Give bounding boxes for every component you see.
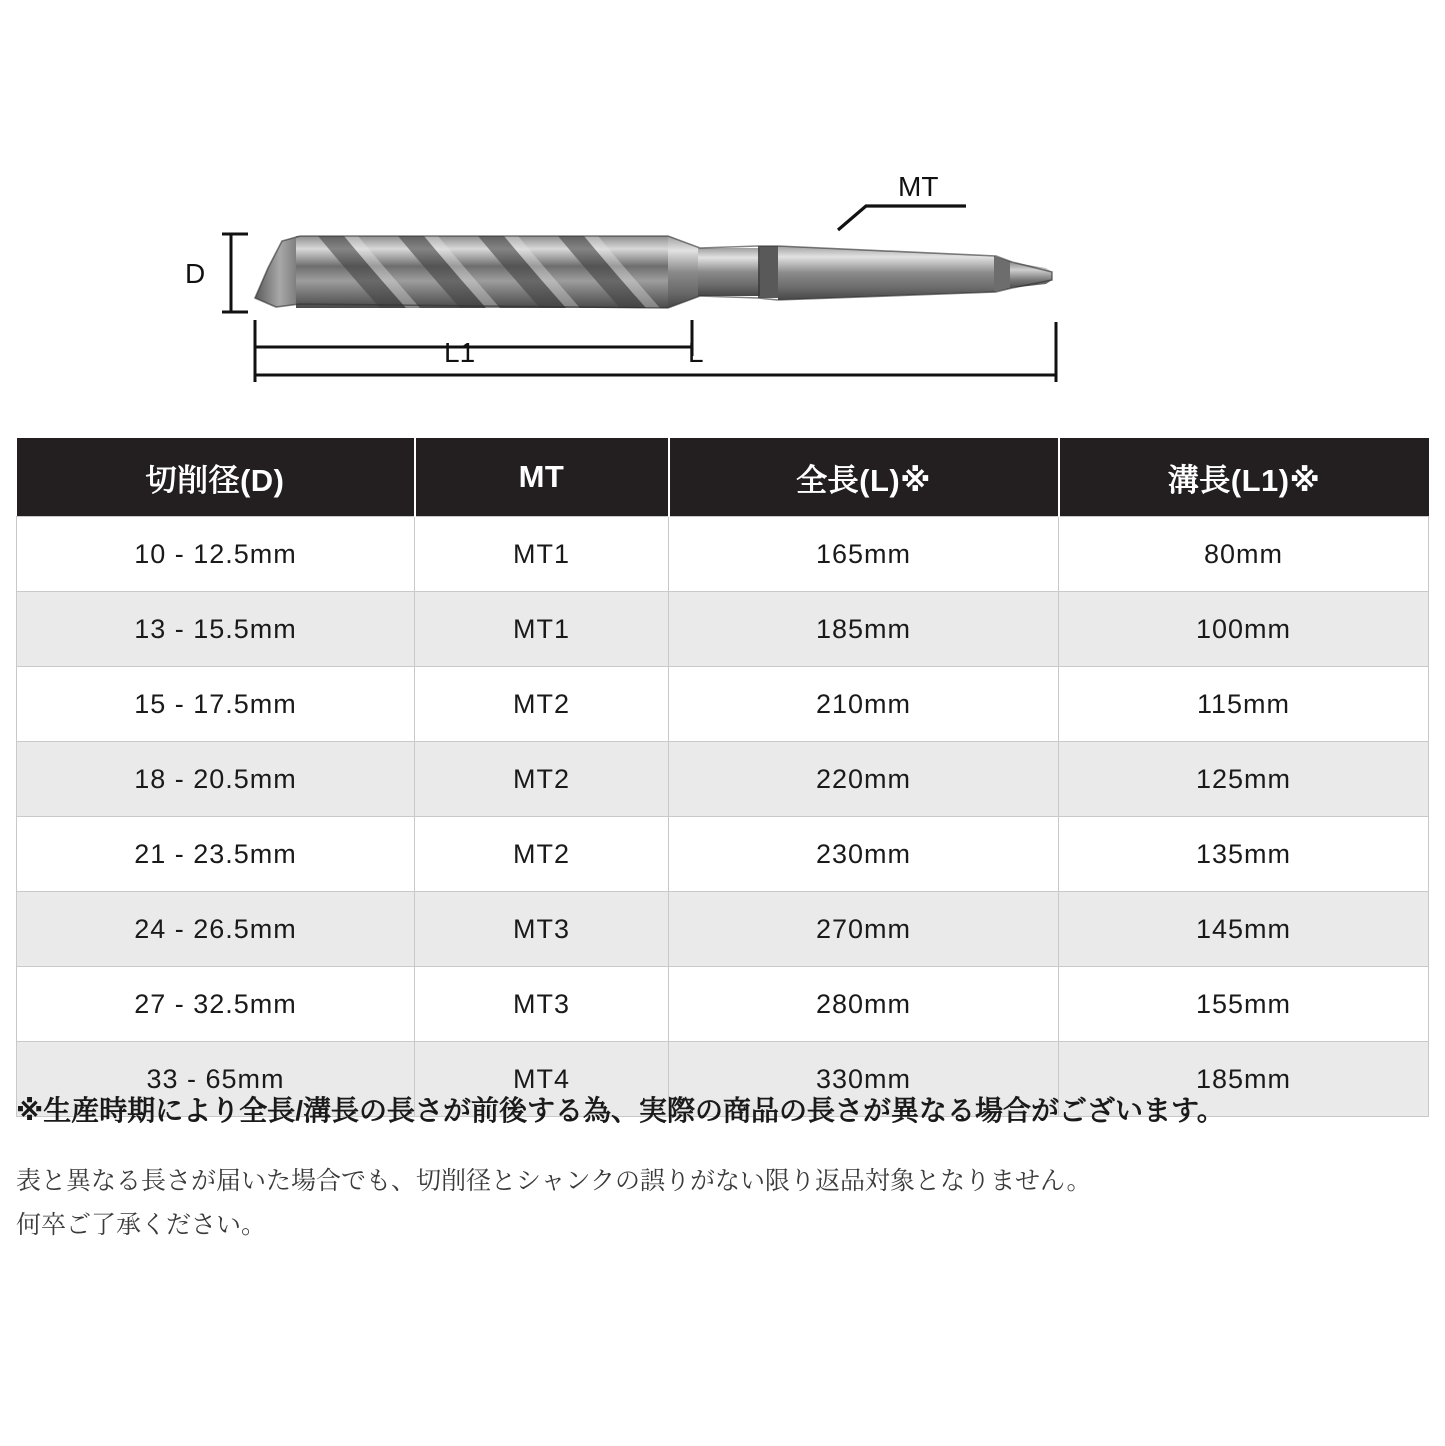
cell-flute-length: 145mm	[1059, 892, 1429, 967]
cell-total-length: 270mm	[669, 892, 1059, 967]
cell-flute-length: 80mm	[1059, 517, 1429, 592]
l1-dimension-label	[255, 320, 692, 368]
cell-mt: MT3	[415, 967, 669, 1042]
cell-mt: MT1	[415, 592, 669, 667]
drill-dimension-diagram	[0, 0, 1445, 420]
cell-flute-length: 185mm	[1059, 1042, 1429, 1117]
cell-diameter: 27 - 32.5mm	[17, 967, 415, 1042]
table-row	[17, 667, 1429, 742]
table-row	[17, 967, 1429, 1042]
column-header-total-length: 全長(L)※	[669, 438, 1059, 517]
column-header-diameter: 切削径(D)	[17, 438, 415, 517]
cell-mt: MT2	[415, 667, 669, 742]
cell-mt: MT2	[415, 817, 669, 892]
drill-illustration	[255, 236, 1052, 308]
cell-total-length: 280mm	[669, 967, 1059, 1042]
cell-diameter: 18 - 20.5mm	[17, 742, 415, 817]
cell-total-length: 220mm	[669, 742, 1059, 817]
spec-table	[16, 438, 1429, 1117]
table-row	[17, 592, 1429, 667]
d-dimension-label	[185, 234, 248, 312]
cell-diameter: 21 - 23.5mm	[17, 817, 415, 892]
l-label-text: L	[688, 337, 704, 368]
cell-total-length: 210mm	[669, 667, 1059, 742]
note-secondary-line-2: 何卒ご了承ください。	[16, 1210, 267, 1239]
spec-table-container	[16, 438, 1428, 1117]
l-dimension-label	[255, 322, 1056, 382]
cell-diameter: 13 - 15.5mm	[17, 592, 415, 667]
cell-total-length: 165mm	[669, 517, 1059, 592]
mt-dimension-label	[838, 171, 966, 230]
cell-mt: MT1	[415, 517, 669, 592]
cell-diameter: 10 - 12.5mm	[17, 517, 415, 592]
note-secondary-line-1: 表と異なる長さが届いた場合でも、切削径とシャンクの誤りがない限り返品対象となりません。	[16, 1167, 1092, 1195]
cell-flute-length: 100mm	[1059, 592, 1429, 667]
table-header-row	[17, 438, 1429, 517]
table-row	[17, 742, 1429, 817]
cell-mt: MT4	[415, 1042, 669, 1117]
cell-flute-length: 155mm	[1059, 967, 1429, 1042]
cell-flute-length: 135mm	[1059, 817, 1429, 892]
l1-label-text: L1	[444, 337, 476, 368]
cell-total-length: 185mm	[669, 592, 1059, 667]
cell-mt: MT2	[415, 742, 669, 817]
cell-diameter: 24 - 26.5mm	[17, 892, 415, 967]
table-row	[17, 817, 1429, 892]
cell-mt: MT3	[415, 892, 669, 967]
notes-section	[16, 1090, 1428, 1248]
cell-total-length: 230mm	[669, 817, 1059, 892]
d-label-text: D	[185, 258, 206, 289]
note-primary: ※生産時期により全長/溝長の長さが前後する為、実際の商品の長さが異なる場合がございます。	[16, 1095, 1225, 1126]
column-header-flute-length: 溝長(L1)※	[1059, 438, 1429, 517]
table-row	[17, 517, 1429, 592]
column-header-mt: MT	[415, 438, 669, 517]
cell-total-length: 330mm	[669, 1042, 1059, 1117]
mt-label-text: MT	[898, 171, 939, 202]
cell-diameter: 15 - 17.5mm	[17, 667, 415, 742]
cell-flute-length: 115mm	[1059, 667, 1429, 742]
table-row	[17, 892, 1429, 967]
cell-flute-length: 125mm	[1059, 742, 1429, 817]
cell-diameter: 33 - 65mm	[17, 1042, 415, 1117]
